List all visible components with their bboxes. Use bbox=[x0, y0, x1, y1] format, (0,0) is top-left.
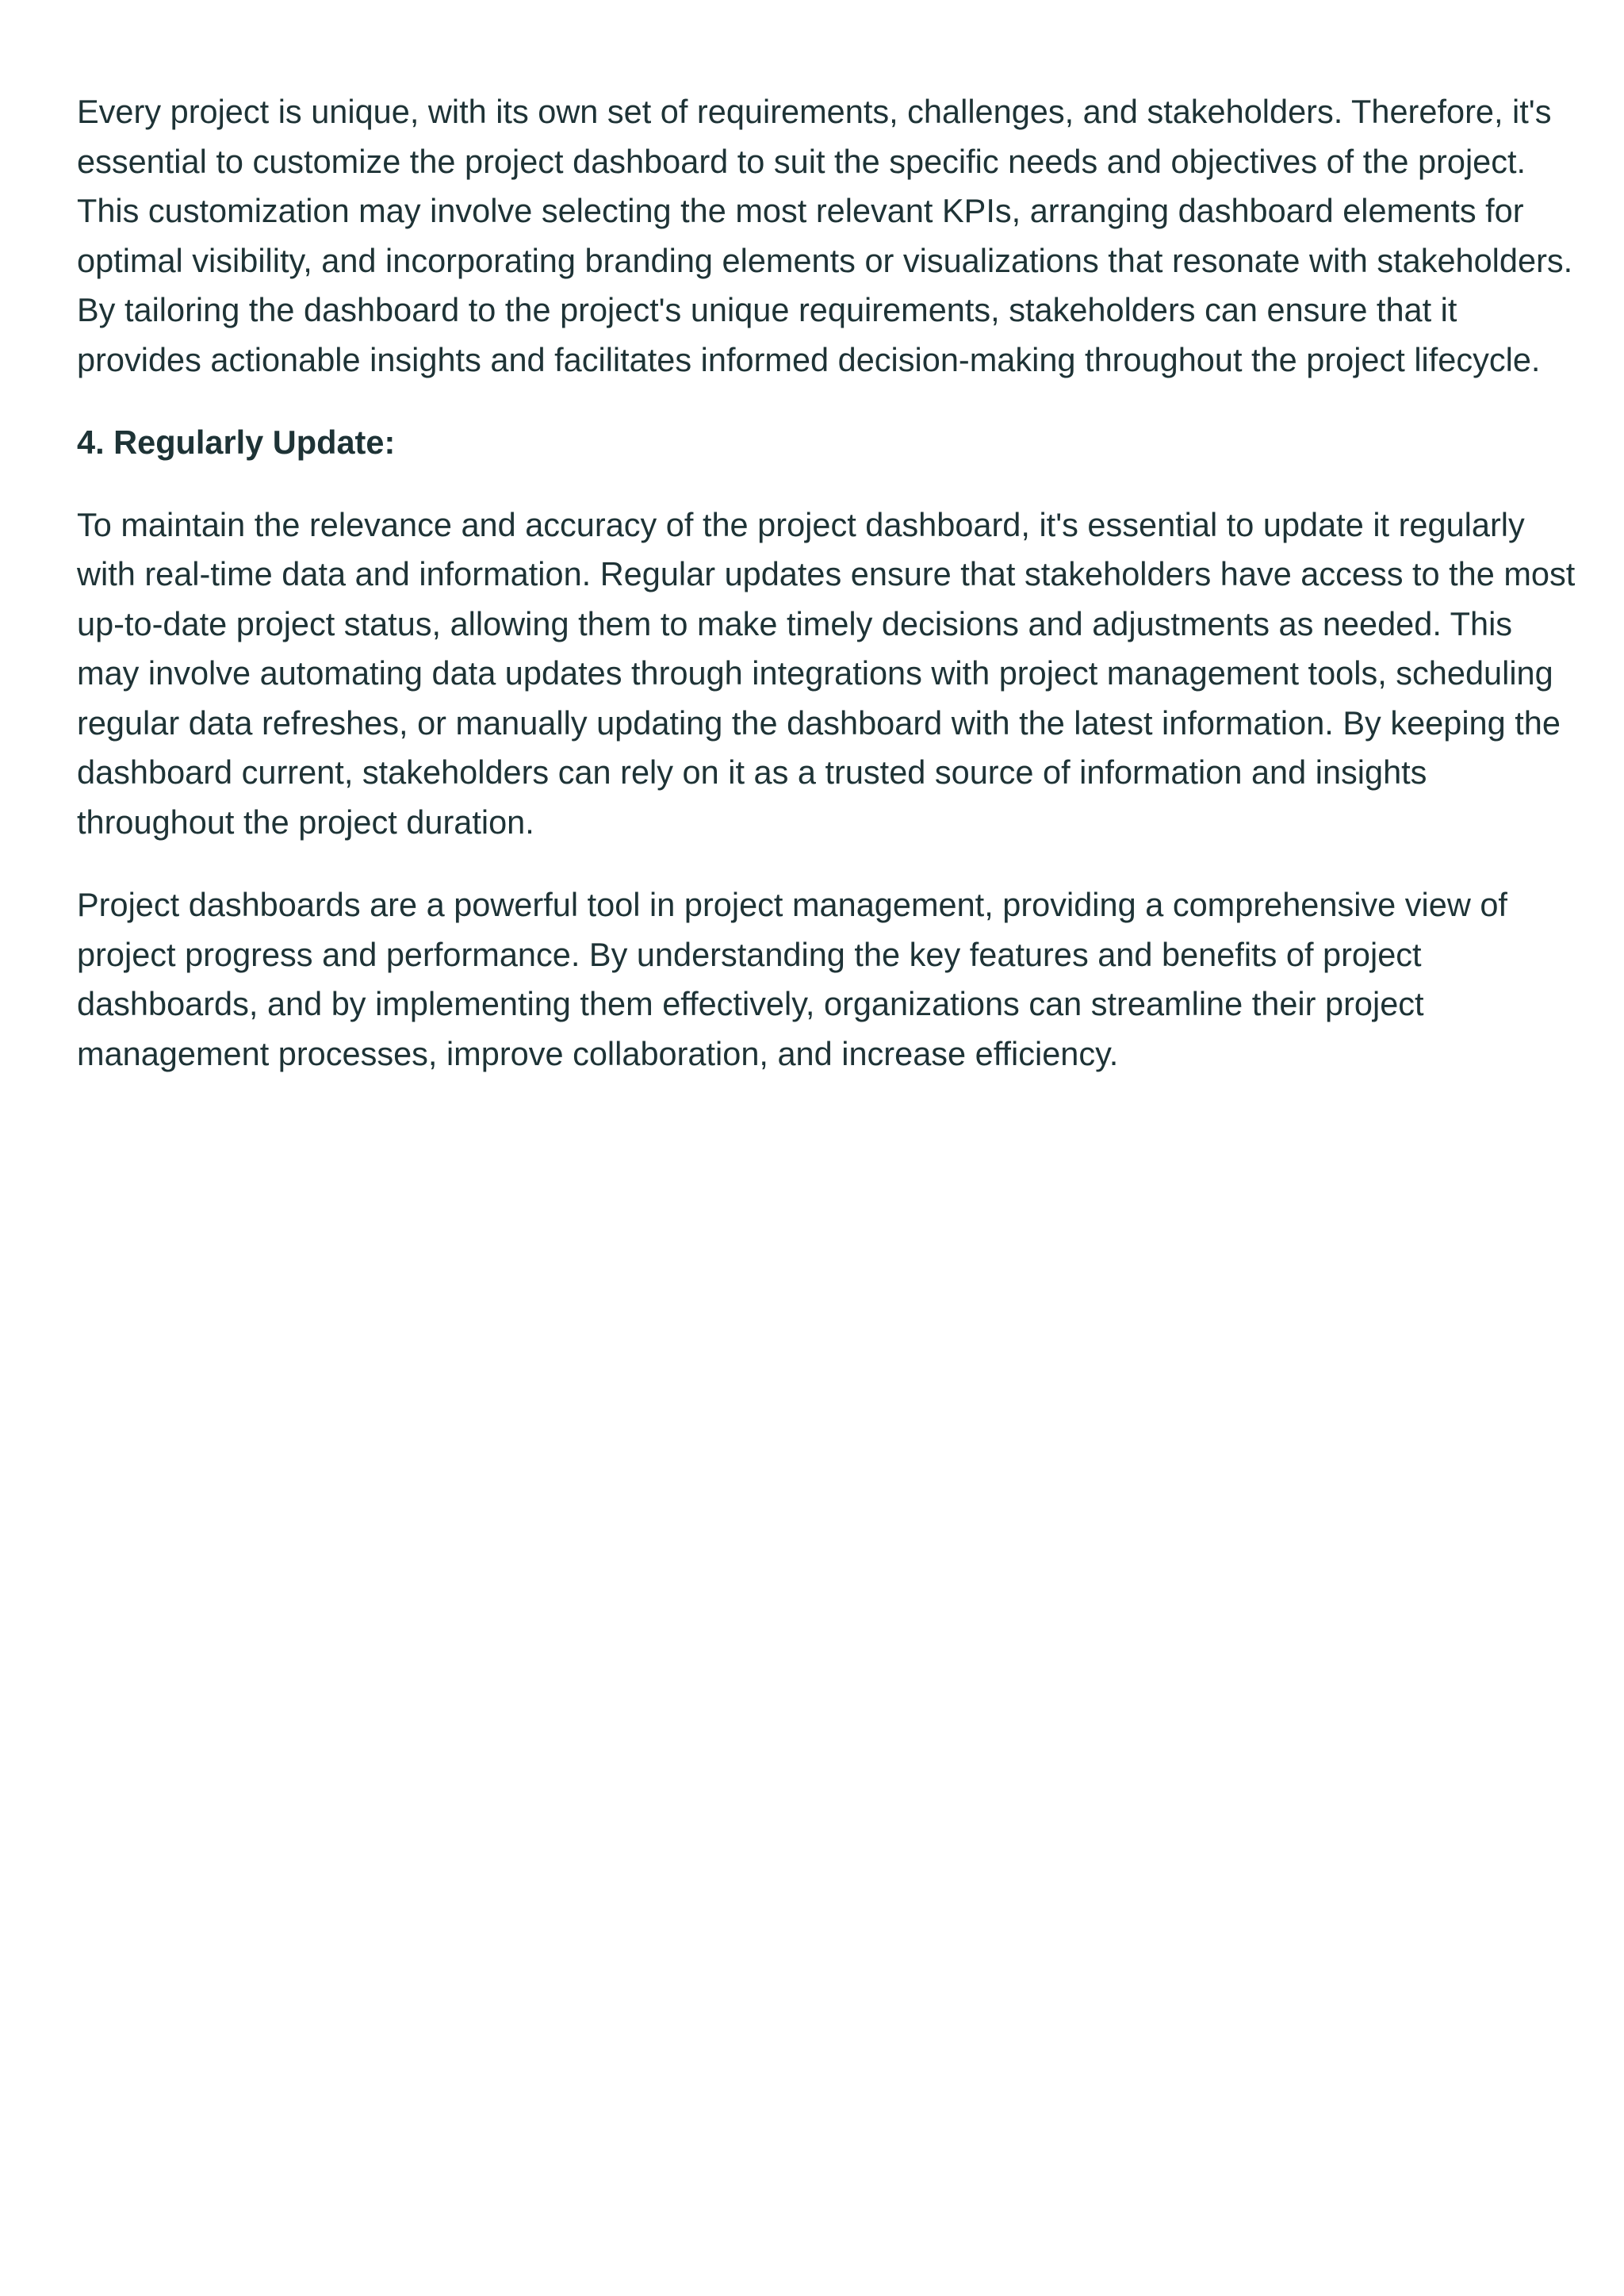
paragraph-customize-dashboard: Every project is unique, with its own set of requirements, challenges, and stakeholders. Therefore, it's essential to customize the project dashboard to suit the specific needs and objectives of the project. This customization may involve selecting the most relevant KPIs, arranging dashboard elements for optimal visibility, and incorporating branding elements or visualizations that resonate with stakeholders. By tailoring the dashboard to the project's unique requirements, stakeholders can ensure that it provides actionable insights and facilitates informed decision-making throughout the project lifecycle. bbox=[77, 93, 1573, 378]
section-heading-regularly-update: 4. Regularly Update: bbox=[77, 424, 396, 461]
document-page bbox=[77, 87, 1576, 1079]
paragraph-regularly-update: To maintain the relevance and accuracy of the project dashboard, it's essential to update it regularly with real-time data and information. Regular updates ensure that stakeholders have access to the most up-to-date project status, allowing them to make timely decisions and adjustments as needed. This may involve automating data updates through integrations with project management tools, scheduling regular data refreshes, or manually updating the dashboard with the latest information. By keeping the dashboard current, stakeholders can rely on it as a trusted source of information and insights throughout the project duration. bbox=[77, 505, 1576, 841]
paragraph-conclusion: Project dashboards are a powerful tool in project management, providing a comprehensive view of project progress and performance. By understanding the key features and benefits of project dashboards, and by implementing them effectively, organizations can streamline their project management processes, improve collaboration, and increase efficiency. bbox=[77, 886, 1507, 1072]
